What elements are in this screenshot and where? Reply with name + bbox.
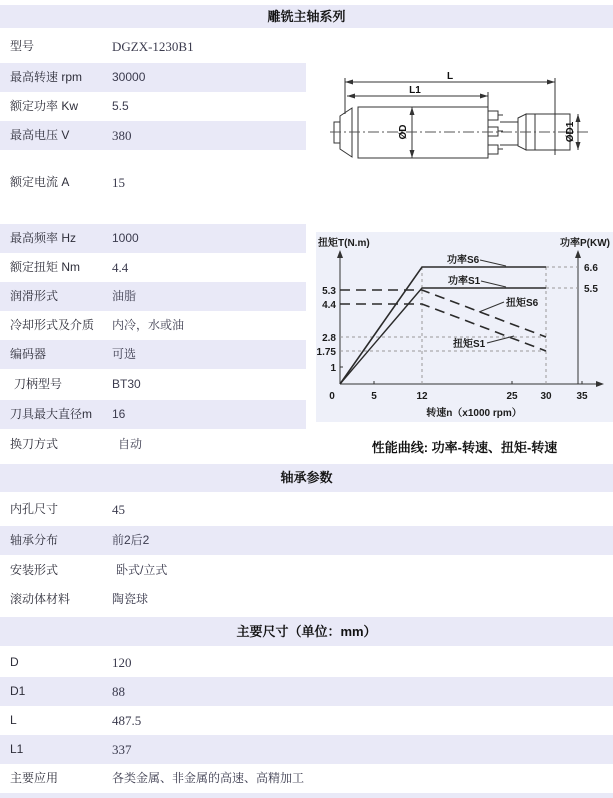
spec-row-max-tool-diameter (0, 400, 306, 429)
dim-label: 主要应用 (10, 771, 59, 785)
spec-value: 15 (112, 175, 125, 190)
spec-row-cooling (0, 311, 306, 340)
drawing-dim-l1-label: L1 (409, 85, 421, 96)
spec-value: 自动 (118, 437, 143, 451)
dim-value: 337 (112, 742, 132, 757)
bearing-row-mounting (0, 556, 613, 585)
drawing-dim-l-label: L (446, 71, 454, 82)
spec-label: 刀柄型号 (14, 377, 63, 391)
bearing-value: 卧式/立式 (116, 563, 168, 577)
spec-value: 16 (112, 407, 126, 421)
chart-right-axis-title: 功率P(KW) (560, 238, 610, 249)
left-tick-1-75: 1.75 (316, 347, 336, 358)
performance-chart (316, 232, 613, 422)
dim-row-d (0, 648, 613, 677)
left-tick-2-8: 2.8 (322, 333, 336, 344)
dim-value: 88 (112, 684, 125, 699)
bearing-row-ball-material (0, 585, 613, 614)
spec-row-rated-torque (0, 253, 306, 282)
power-s1-label: 功率S1 (448, 276, 481, 287)
spec-value: 油脂 (112, 289, 137, 303)
spec-label: 换刀方式 (10, 437, 59, 451)
x-tick-30: 30 (540, 391, 552, 402)
drawing-dim-d1-label: ØD1 (565, 121, 576, 143)
spec-label: 额定扭矩 Nm (10, 260, 80, 274)
torque-s1-label: 扭矩S1 (453, 339, 486, 350)
x-tick-12: 12 (416, 391, 428, 402)
dim-label: L (10, 713, 17, 727)
bearing-label: 轴承分布 (10, 533, 59, 547)
spec-value: 内冷，水或油 (112, 318, 185, 332)
bearing-label: 滚动体材料 (10, 592, 71, 606)
drawing-dim-d-label: ØD (398, 124, 409, 140)
spec-row-model (0, 32, 306, 61)
bearing-row-distribution (0, 526, 613, 555)
right-tick-5-5: 5.5 (584, 284, 598, 295)
chart-left-axis-title: 扭矩T(N.m) (318, 238, 370, 249)
spec-label: 刀具最大直径m (10, 407, 92, 421)
dim-row-l (0, 706, 613, 735)
spec-label: 最高电压 V (10, 128, 70, 142)
spec-label: 编码器 (10, 347, 47, 361)
spec-value: 4.4 (112, 260, 129, 275)
spec-row-tool-holder (0, 370, 306, 399)
page-title: 雕铣主轴系列 (0, 5, 613, 28)
spec-row-rated-current (0, 168, 306, 197)
dim-row-d1 (0, 677, 613, 706)
spec-row-max-speed (0, 63, 306, 92)
spec-row-max-voltage (0, 121, 306, 150)
spec-row-lubrication (0, 282, 306, 311)
bearing-label: 内孔尺寸 (10, 502, 59, 516)
dim-value: 各类金属、非金属的高速、高精加工 (112, 771, 305, 785)
spec-row-rated-power (0, 92, 306, 121)
chart-x-axis-title: 转速n（x1000 rpm） (426, 408, 522, 419)
spec-label: 润滑形式 (10, 289, 59, 303)
spindle-technical-drawing (330, 70, 610, 188)
spec-row-tool-change (0, 430, 306, 459)
dim-value: 487.5 (112, 713, 142, 728)
bottom-divider (0, 793, 613, 798)
bearing-value: 陶瓷球 (112, 592, 149, 606)
spec-row-encoder (0, 340, 306, 369)
spec-value: 1000 (112, 231, 139, 245)
bearing-section-header: 轴承参数 (0, 464, 613, 492)
spec-value: 30000 (112, 70, 146, 84)
spec-label: 额定电流 A (10, 175, 70, 189)
dim-row-applications (0, 764, 613, 793)
left-tick-1: 1 (330, 363, 336, 374)
left-tick-5-3: 5.3 (322, 286, 336, 297)
torque-s6-label: 扭矩S6 (506, 298, 539, 309)
dim-label: D1 (10, 684, 26, 698)
dim-value: 120 (112, 655, 132, 670)
dimensions-section-header: 主要尺寸（单位：mm） (0, 617, 613, 646)
spec-value: 可选 (112, 347, 137, 361)
x-tick-35: 35 (576, 391, 588, 402)
bearing-row-bore-size (0, 495, 613, 524)
spec-value: DGZX-1230B1 (112, 39, 194, 54)
spec-label: 额定功率 Kw (10, 99, 79, 113)
x-tick-25: 25 (506, 391, 518, 402)
spec-value: BT30 (112, 377, 141, 391)
power-s6-label: 功率S6 (447, 255, 480, 266)
x-tick-5: 5 (371, 391, 377, 402)
spec-value: 5.5 (112, 99, 129, 113)
right-tick-6-6: 6.6 (584, 263, 598, 274)
spec-label: 冷却形式及介质 (10, 318, 95, 332)
bearing-value: 前2后2 (112, 533, 150, 547)
dim-label: D (10, 655, 19, 669)
spec-label: 最高转速 rpm (10, 70, 83, 84)
spec-label: 型号 (10, 39, 35, 53)
spec-row-max-frequency (0, 224, 306, 253)
spec-value: 380 (112, 128, 132, 143)
left-tick-4-4: 4.4 (322, 300, 336, 311)
bearing-value: 45 (112, 502, 125, 517)
x-tick-0: 0 (329, 391, 335, 402)
dim-row-l1 (0, 735, 613, 764)
dim-label: L1 (10, 742, 24, 756)
chart-caption: 性能曲线: 功率-转速、扭矩-转速 (371, 440, 558, 455)
spec-label: 最高频率 Hz (10, 231, 77, 245)
bearing-label: 安装形式 (10, 563, 59, 577)
